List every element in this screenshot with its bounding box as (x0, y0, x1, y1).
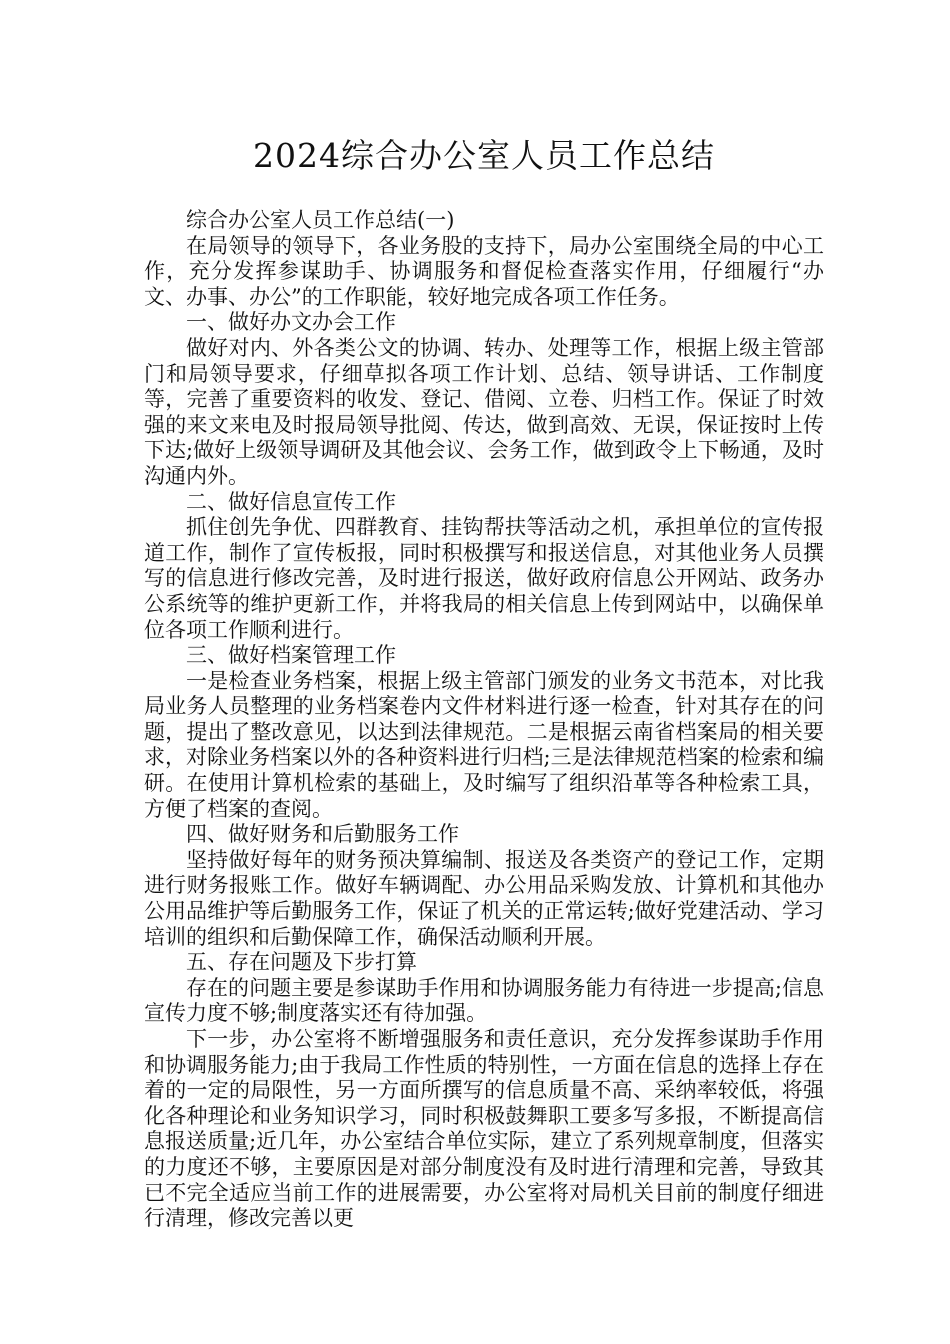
document-page (144, 120, 824, 1232)
body-paragraph: 坚持做好每年的财务预决算编制、报送及各类资产的登记工作，定期进行财务报账工作。做好车辆调配、办公用品采购发放、计算机和其他办公用品维护等后勤服务工作，保证了机关的正常运转;做好党建活动、学习培训的组织和后勤保障工作，确保活动顺利开展。 (144, 847, 824, 949)
body-paragraph: 抓住创先争优、四群教育、挂钩帮扶等活动之机，承担单位的宣传报道工作，制作了宣传板报，同时积极撰写和报送信息，对其他业务人员撰写的信息进行修改完善，及时进行报送，做好政府信息公开网站、政务办公系统等的维护更新工作，并将我局的相关信息上传到网站中，以确保单位各项工作顺利进行。 (144, 515, 824, 642)
section-heading: 一、做好办文办会工作 (186, 310, 396, 335)
section-heading: 三、做好档案管理工作 (186, 643, 396, 668)
body-paragraph: 一是检查业务档案，根据上级主管部门颁发的业务文书范本，对比我局业务人员整理的业务档案卷内文件材料进行逐一检查，针对其存在的问题，提出了整改意见，以达到法律规范。二是根据云南省档案局的相关要求，对除业务档案以外的各种资料进行归档;三是法律规范档案的检索和编研。在使用计算机检索的基础上，及时编写了组织沿革等各种检索工具，方便了档案的查阅。 (144, 668, 824, 821)
document-title: 2024综合办公室人员工作总结 (253, 136, 715, 175)
section-heading: 综合办公室人员工作总结(一) (186, 208, 455, 232)
body-paragraph: 在局领导的领导下，各业务股的支持下，局办公室围绕全局的中心工作，充分发挥参谋助手、协调服务和督促检查落实作用，仔细履行“办文、办事、办公”的工作职能，较好地完成各项工作任务。 (144, 233, 824, 309)
section-heading: 五、存在问题及下步打算 (186, 950, 417, 975)
body-paragraph: 下一步，办公室将不断增强服务和责任意识，充分发挥参谋助手作用和协调服务能力;由于我局工作性质的特别性，一方面在信息的选择上存在着的一定的局限性，另一方面所撰写的信息质量不高、采纳率较低，将强化各种理论和业务知识学习，同时积极鼓舞职工要多写多报，不断提高信息报送质量;近几年，办公室结合单位实际，建立了系列规章制度，但落实的力度还不够，主要原因是对部分制度没有及时进行清理和完善，导致其已不完全适应当前工作的进展需要，办公室将对局机关目前的制度仔细进行清理，修改完善以更 (144, 1027, 824, 1231)
body-paragraph: 存在的问题主要是参谋助手作用和协调服务能力有待进一步提高;信息宣传力度不够;制度落实还有待加强。 (144, 975, 824, 1026)
section-heading: 二、做好信息宣传工作 (186, 489, 396, 514)
body-paragraph: 做好对内、外各类公文的协调、转办、处理等工作，根据上级主管部门和局领导要求，仔细草拟各项工作计划、总结、领导讲话、工作制度等，完善了重要资料的收发、登记、借阅、立卷、归档工作。保证了时效强的来文来电及时报局领导批阅、传达，做到高效、无误，保证按时上传下达;做好上级领导调研及其他会议、会务工作，做到政令上下畅通，及时沟通内外。 (144, 335, 824, 488)
section-heading: 四、做好财务和后勤服务工作 (186, 822, 459, 847)
